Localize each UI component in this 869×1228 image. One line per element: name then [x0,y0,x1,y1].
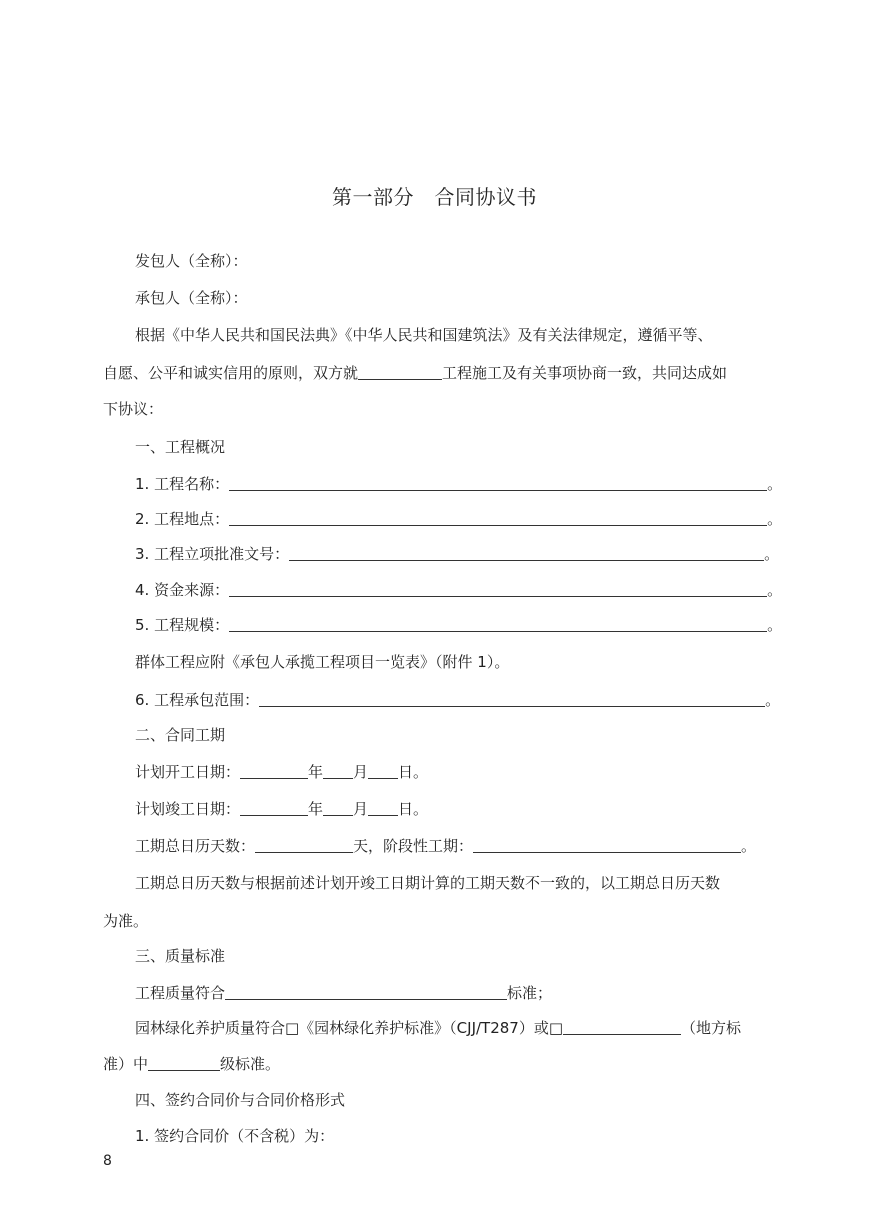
item-4-line [135,580,782,600]
garden-level-suffix: 级标准。 [220,1055,281,1073]
item-3-period: 。 [764,545,780,563]
preamble-text-b: 工程施工及有关事项协商一致，共同达成如 [442,364,728,382]
item-5-period: 。 [767,616,783,634]
item-3-blank [289,544,764,561]
item-5-label: 5. 工程规模： [135,616,230,634]
section-3-heading: 三、质量标准 [135,947,226,965]
group-project-note: 群体工程应附《承包人承揽工程项目一览表》（附件 1）。 [135,653,510,671]
start-date-label: 计划开工日期： [135,763,241,781]
item-4-blank [229,580,767,597]
duration-note-line-1: 工期总日历天数与根据前述计划开竣工日期计算的工期天数不一致的，以工期总日历天数 [135,874,721,892]
phase-period-label: 天，阶段性工期： [353,837,474,855]
level-blank [148,1054,220,1071]
quality-blank [225,983,507,1000]
item-3-label: 3. 工程立项批准文号： [135,545,290,563]
finish-month-blank [323,799,353,816]
total-days-label: 工期总日历天数： [135,837,256,855]
preamble-line-3: 下协议： [103,400,164,418]
garden-level-label: 准）中 [103,1055,149,1073]
total-days-line [135,836,756,856]
item-2-blank [229,509,767,526]
item-2-period: 。 [767,510,783,528]
start-day-unit: 日。 [398,763,429,781]
item-6-period: 。 [765,691,781,709]
start-day-blank [368,762,398,779]
phase-period-blank [473,836,741,853]
item-2-label: 2. 工程地点： [135,510,230,528]
garden-quality-text: 园林绿化养护质量符合□《园林绿化养护标准》（CJJ/T287）或□ [135,1019,564,1037]
item-1-line [135,474,782,494]
duration-note-line-2: 为准。 [103,912,149,930]
start-date-line [135,762,428,782]
item-4-period: 。 [767,581,783,599]
preamble-line-2 [103,363,727,383]
item-6-line [135,690,780,710]
start-month-unit: 月 [353,763,369,781]
garden-level-line [103,1054,280,1074]
project-blank [358,363,442,380]
start-month-blank [323,762,353,779]
item-6-label: 6. 工程承包范围： [135,691,260,709]
preamble-line-1: 根据《中华人民共和国民法典》《中华人民共和国建筑法》及有关法律规定，遵循平等、 [135,326,713,344]
employer-line [135,251,248,271]
item-4-label: 4. 资金来源： [135,581,230,599]
garden-quality-suffix: （地方标 [681,1019,742,1037]
section-2-heading: 二、合同工期 [135,726,226,744]
finish-date-line [135,799,428,819]
item-2-line [135,509,782,529]
section-4-heading: 四、签约合同价与合同价格形式 [135,1091,346,1109]
section-1-heading: 一、工程概况 [135,438,226,456]
item-6-blank [259,690,765,707]
item-3-line [135,544,779,564]
quality-label: 工程质量符合 [135,984,226,1002]
garden-quality-line [135,1018,741,1038]
item-5-line [135,615,782,635]
contractor-label: 承包人（全称）： [135,289,248,307]
total-days-blank [255,836,353,853]
item-1-period: 。 [767,475,783,493]
item-1-label: 1. 工程名称： [135,475,230,493]
contractor-line [135,288,248,308]
finish-date-label: 计划竣工日期： [135,800,241,818]
finish-month-unit: 月 [353,800,369,818]
page-number: 8 [103,1153,112,1169]
preamble-text-a: 自愿、公平和诚实信用的原则，双方就 [103,364,359,382]
page-title: 第一部分 合同协议书 [332,185,537,209]
item-5-blank [229,615,767,632]
finish-year-unit: 年 [308,800,324,818]
quality-suffix: 标准； [507,984,553,1002]
finish-year-blank [240,799,308,816]
contract-price-line: 1. 签约合同价（不含税）为： [135,1127,335,1145]
finish-day-unit: 日。 [398,800,429,818]
finish-day-blank [368,799,398,816]
start-year-unit: 年 [308,763,324,781]
employer-label: 发包人（全称）： [135,252,248,270]
local-standard-blank [563,1018,681,1035]
item-1-blank [229,474,767,491]
start-year-blank [240,762,308,779]
quality-line [135,983,552,1003]
total-days-period: 。 [741,837,757,855]
